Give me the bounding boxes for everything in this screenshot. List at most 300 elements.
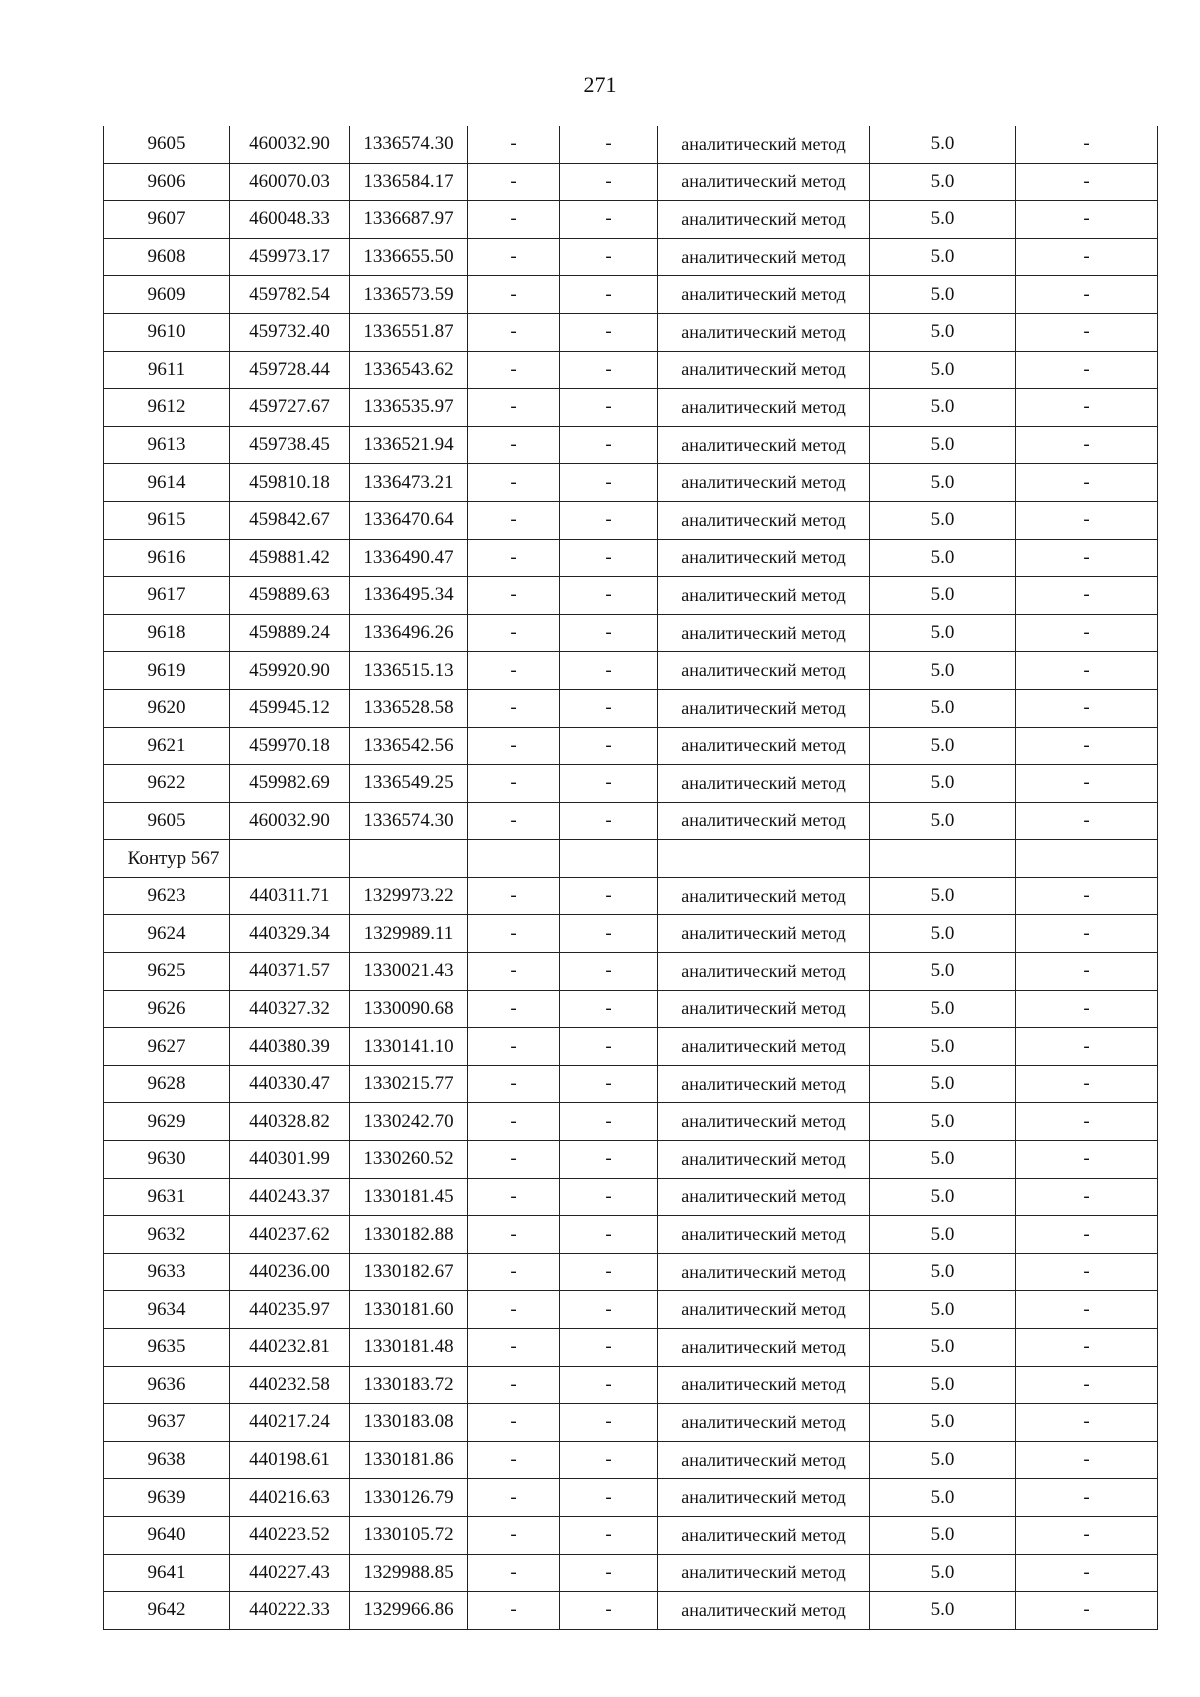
x-coordinate-cell: 459982.69 xyxy=(230,765,350,803)
dash-cell-b: - xyxy=(560,614,658,652)
dash-cell-b: - xyxy=(560,1404,658,1442)
table-row xyxy=(104,1291,1158,1329)
table-row xyxy=(104,1216,1158,1254)
dash-cell-b: - xyxy=(560,1141,658,1179)
accuracy-cell: 5.0 xyxy=(870,1516,1016,1554)
y-coordinate-cell: 1336542.56 xyxy=(350,727,468,765)
y-coordinate-cell: 1330105.72 xyxy=(350,1516,468,1554)
method-cell: аналитический метод xyxy=(658,953,870,991)
method-cell: аналитический метод xyxy=(658,877,870,915)
accuracy-cell: 5.0 xyxy=(870,389,1016,427)
method-cell: аналитический метод xyxy=(658,577,870,615)
dash-cell-a: - xyxy=(468,1216,560,1254)
point-number-cell: 9613 xyxy=(104,426,230,464)
point-number-cell: 9637 xyxy=(104,1404,230,1442)
y-coordinate-cell: 1336490.47 xyxy=(350,539,468,577)
dash-cell-a: - xyxy=(468,1178,560,1216)
method-cell: аналитический метод xyxy=(658,1291,870,1329)
point-number-cell: 9638 xyxy=(104,1441,230,1479)
table-row xyxy=(104,1103,1158,1141)
accuracy-cell: 5.0 xyxy=(870,426,1016,464)
x-coordinate-cell: 459842.67 xyxy=(230,501,350,539)
method-cell: аналитический метод xyxy=(658,163,870,201)
dash-cell-a: - xyxy=(468,126,560,163)
dash-cell-c: - xyxy=(1016,1065,1158,1103)
dash-cell-c: - xyxy=(1016,614,1158,652)
dash-cell-a xyxy=(468,840,560,878)
accuracy-cell: 5.0 xyxy=(870,577,1016,615)
y-coordinate-cell: 1336496.26 xyxy=(350,614,468,652)
y-coordinate-cell: 1330182.88 xyxy=(350,1216,468,1254)
x-coordinate-cell: 440330.47 xyxy=(230,1065,350,1103)
point-number-cell: 9630 xyxy=(104,1141,230,1179)
dash-cell-a: - xyxy=(468,802,560,840)
table-row xyxy=(104,689,1158,727)
dash-cell-c: - xyxy=(1016,1141,1158,1179)
y-coordinate-cell: 1330021.43 xyxy=(350,953,468,991)
dash-cell-c: - xyxy=(1016,1366,1158,1404)
dash-cell-a: - xyxy=(468,1592,560,1630)
table-row xyxy=(104,426,1158,464)
table-row xyxy=(104,802,1158,840)
dash-cell-b: - xyxy=(560,238,658,276)
accuracy-cell: 5.0 xyxy=(870,1592,1016,1630)
method-cell: аналитический метод xyxy=(658,1178,870,1216)
dash-cell-c xyxy=(1016,840,1158,878)
y-coordinate-cell: 1330181.60 xyxy=(350,1291,468,1329)
y-coordinate-cell xyxy=(350,840,468,878)
dash-cell-c: - xyxy=(1016,501,1158,539)
table-row xyxy=(104,201,1158,239)
x-coordinate-cell: 440232.81 xyxy=(230,1329,350,1367)
dash-cell-c: - xyxy=(1016,1028,1158,1066)
dash-cell-a: - xyxy=(468,877,560,915)
x-coordinate-cell: 440222.33 xyxy=(230,1592,350,1630)
method-cell: аналитический метод xyxy=(658,539,870,577)
y-coordinate-cell: 1330215.77 xyxy=(350,1065,468,1103)
y-coordinate-cell: 1330260.52 xyxy=(350,1141,468,1179)
dash-cell-b: - xyxy=(560,727,658,765)
y-coordinate-cell: 1330141.10 xyxy=(350,1028,468,1066)
dash-cell-b: - xyxy=(560,1178,658,1216)
dash-cell-b: - xyxy=(560,276,658,314)
dash-cell-b: - xyxy=(560,953,658,991)
accuracy-cell: 5.0 xyxy=(870,464,1016,502)
dash-cell-a: - xyxy=(468,389,560,427)
accuracy-cell: 5.0 xyxy=(870,126,1016,163)
method-cell: аналитический метод xyxy=(658,126,870,163)
y-coordinate-cell: 1330181.86 xyxy=(350,1441,468,1479)
x-coordinate-cell: 459920.90 xyxy=(230,652,350,690)
x-coordinate-cell: 459727.67 xyxy=(230,389,350,427)
table-row xyxy=(104,276,1158,314)
dash-cell-a: - xyxy=(468,201,560,239)
x-coordinate-cell: 460048.33 xyxy=(230,201,350,239)
x-coordinate-cell xyxy=(230,840,350,878)
accuracy-cell: 5.0 xyxy=(870,1028,1016,1066)
method-cell xyxy=(658,840,870,878)
point-number-cell: 9633 xyxy=(104,1253,230,1291)
y-coordinate-cell: 1330242.70 xyxy=(350,1103,468,1141)
dash-cell-c: - xyxy=(1016,163,1158,201)
dash-cell-b: - xyxy=(560,464,658,502)
x-coordinate-cell: 459881.42 xyxy=(230,539,350,577)
table-row xyxy=(104,313,1158,351)
dash-cell-c: - xyxy=(1016,577,1158,615)
accuracy-cell: 5.0 xyxy=(870,802,1016,840)
point-number-cell: 9611 xyxy=(104,351,230,389)
method-cell: аналитический метод xyxy=(658,313,870,351)
x-coordinate-cell: 459945.12 xyxy=(230,689,350,727)
method-cell: аналитический метод xyxy=(658,1441,870,1479)
point-number-cell: 9612 xyxy=(104,389,230,427)
coordinates-table xyxy=(103,126,1158,1630)
y-coordinate-cell: 1336473.21 xyxy=(350,464,468,502)
y-coordinate-cell: 1330183.72 xyxy=(350,1366,468,1404)
dash-cell-a: - xyxy=(468,1103,560,1141)
accuracy-cell: 5.0 xyxy=(870,1216,1016,1254)
table-row xyxy=(104,1516,1158,1554)
method-cell: аналитический метод xyxy=(658,1216,870,1254)
dash-cell-b: - xyxy=(560,1291,658,1329)
point-number-cell: 9641 xyxy=(104,1554,230,1592)
dash-cell-a: - xyxy=(468,990,560,1028)
point-number-cell: 9621 xyxy=(104,727,230,765)
point-number-cell: 9625 xyxy=(104,953,230,991)
dash-cell-a: - xyxy=(468,1516,560,1554)
method-cell: аналитический метод xyxy=(658,915,870,953)
dash-cell-c: - xyxy=(1016,765,1158,803)
method-cell: аналитический метод xyxy=(658,276,870,314)
method-cell: аналитический метод xyxy=(658,1479,870,1517)
method-cell: аналитический метод xyxy=(658,689,870,727)
x-coordinate-cell: 440198.61 xyxy=(230,1441,350,1479)
dash-cell-b: - xyxy=(560,1065,658,1103)
y-coordinate-cell: 1329989.11 xyxy=(350,915,468,953)
dash-cell-b: - xyxy=(560,389,658,427)
dash-cell-b: - xyxy=(560,877,658,915)
point-number-cell: 9622 xyxy=(104,765,230,803)
dash-cell-c: - xyxy=(1016,1178,1158,1216)
table-row xyxy=(104,163,1158,201)
y-coordinate-cell: 1336655.50 xyxy=(350,238,468,276)
dash-cell-a: - xyxy=(468,1554,560,1592)
x-coordinate-cell: 440243.37 xyxy=(230,1178,350,1216)
point-number-cell: 9605 xyxy=(104,126,230,163)
dash-cell-c: - xyxy=(1016,1404,1158,1442)
accuracy-cell: 5.0 xyxy=(870,689,1016,727)
table-row xyxy=(104,1028,1158,1066)
table-row xyxy=(104,1404,1158,1442)
accuracy-cell: 5.0 xyxy=(870,351,1016,389)
dash-cell-c: - xyxy=(1016,276,1158,314)
point-number-cell: 9620 xyxy=(104,689,230,727)
dash-cell-b: - xyxy=(560,1329,658,1367)
accuracy-cell: 5.0 xyxy=(870,953,1016,991)
x-coordinate-cell: 459732.40 xyxy=(230,313,350,351)
point-number-cell: 9618 xyxy=(104,614,230,652)
table-row xyxy=(104,1592,1158,1630)
table-row xyxy=(104,464,1158,502)
dash-cell-b: - xyxy=(560,689,658,727)
method-cell: аналитический метод xyxy=(658,727,870,765)
method-cell: аналитический метод xyxy=(658,990,870,1028)
dash-cell-a: - xyxy=(468,652,560,690)
dash-cell-b: - xyxy=(560,1479,658,1517)
method-cell: аналитический метод xyxy=(658,1366,870,1404)
x-coordinate-cell: 440235.97 xyxy=(230,1291,350,1329)
dash-cell-a: - xyxy=(468,689,560,727)
y-coordinate-cell: 1330126.79 xyxy=(350,1479,468,1517)
accuracy-cell: 5.0 xyxy=(870,276,1016,314)
accuracy-cell: 5.0 xyxy=(870,539,1016,577)
method-cell: аналитический метод xyxy=(658,464,870,502)
table-row xyxy=(104,539,1158,577)
method-cell: аналитический метод xyxy=(658,1592,870,1630)
dash-cell-c: - xyxy=(1016,351,1158,389)
point-number-cell: 9628 xyxy=(104,1065,230,1103)
method-cell: аналитический метод xyxy=(658,652,870,690)
table-row xyxy=(104,1366,1158,1404)
accuracy-cell: 5.0 xyxy=(870,1479,1016,1517)
x-coordinate-cell: 440227.43 xyxy=(230,1554,350,1592)
table-row xyxy=(104,915,1158,953)
dash-cell-b: - xyxy=(560,201,658,239)
table-row xyxy=(104,1253,1158,1291)
table-row xyxy=(104,1554,1158,1592)
dash-cell-c: - xyxy=(1016,313,1158,351)
method-cell: аналитический метод xyxy=(658,501,870,539)
y-coordinate-cell: 1336574.30 xyxy=(350,802,468,840)
accuracy-cell: 5.0 xyxy=(870,1141,1016,1179)
x-coordinate-cell: 440223.52 xyxy=(230,1516,350,1554)
method-cell: аналитический метод xyxy=(658,1065,870,1103)
point-number-cell: 9606 xyxy=(104,163,230,201)
x-coordinate-cell: 440237.62 xyxy=(230,1216,350,1254)
y-coordinate-cell: 1336574.30 xyxy=(350,126,468,163)
dash-cell-b: - xyxy=(560,539,658,577)
y-coordinate-cell: 1336573.59 xyxy=(350,276,468,314)
accuracy-cell: 5.0 xyxy=(870,201,1016,239)
method-cell: аналитический метод xyxy=(658,1329,870,1367)
point-number-cell: 9623 xyxy=(104,877,230,915)
dash-cell-c: - xyxy=(1016,426,1158,464)
dash-cell-c: - xyxy=(1016,464,1158,502)
dash-cell-b: - xyxy=(560,1592,658,1630)
y-coordinate-cell: 1329973.22 xyxy=(350,877,468,915)
y-coordinate-cell: 1336521.94 xyxy=(350,426,468,464)
dash-cell-a: - xyxy=(468,953,560,991)
dash-cell-c: - xyxy=(1016,689,1158,727)
y-coordinate-cell: 1336687.97 xyxy=(350,201,468,239)
accuracy-cell: 5.0 xyxy=(870,727,1016,765)
method-cell: аналитический метод xyxy=(658,765,870,803)
x-coordinate-cell: 459810.18 xyxy=(230,464,350,502)
dash-cell-c: - xyxy=(1016,238,1158,276)
dash-cell-c: - xyxy=(1016,990,1158,1028)
table-row xyxy=(104,1178,1158,1216)
x-coordinate-cell: 440232.58 xyxy=(230,1366,350,1404)
point-number-cell: 9629 xyxy=(104,1103,230,1141)
point-number-cell: 9639 xyxy=(104,1479,230,1517)
x-coordinate-cell: 459889.24 xyxy=(230,614,350,652)
dash-cell-c: - xyxy=(1016,652,1158,690)
dash-cell-a: - xyxy=(468,276,560,314)
method-cell: аналитический метод xyxy=(658,1516,870,1554)
dash-cell-c: - xyxy=(1016,727,1158,765)
dash-cell-a: - xyxy=(468,238,560,276)
method-cell: аналитический метод xyxy=(658,426,870,464)
dash-cell-a: - xyxy=(468,727,560,765)
dash-cell-a: - xyxy=(468,577,560,615)
table-row xyxy=(104,1479,1158,1517)
y-coordinate-cell: 1329988.85 xyxy=(350,1554,468,1592)
table-row xyxy=(104,1441,1158,1479)
dash-cell-b: - xyxy=(560,1441,658,1479)
dash-cell-c: - xyxy=(1016,1103,1158,1141)
dash-cell-b: - xyxy=(560,1366,658,1404)
dash-cell-b: - xyxy=(560,163,658,201)
x-coordinate-cell: 460070.03 xyxy=(230,163,350,201)
table-row xyxy=(104,1329,1158,1367)
accuracy-cell: 5.0 xyxy=(870,238,1016,276)
point-number-cell: 9614 xyxy=(104,464,230,502)
y-coordinate-cell: 1330181.45 xyxy=(350,1178,468,1216)
dash-cell-a: - xyxy=(468,501,560,539)
method-cell: аналитический метод xyxy=(658,1554,870,1592)
x-coordinate-cell: 440327.32 xyxy=(230,990,350,1028)
table-row xyxy=(104,1141,1158,1179)
method-cell: аналитический метод xyxy=(658,238,870,276)
dash-cell-a: - xyxy=(468,1404,560,1442)
dash-cell-c: - xyxy=(1016,1554,1158,1592)
accuracy-cell: 5.0 xyxy=(870,163,1016,201)
point-number-cell: 9636 xyxy=(104,1366,230,1404)
point-number-cell: 9634 xyxy=(104,1291,230,1329)
dash-cell-b: - xyxy=(560,652,658,690)
dash-cell-b: - xyxy=(560,1216,658,1254)
x-coordinate-cell: 459970.18 xyxy=(230,727,350,765)
dash-cell-c: - xyxy=(1016,1592,1158,1630)
y-coordinate-cell: 1330182.67 xyxy=(350,1253,468,1291)
x-coordinate-cell: 459889.63 xyxy=(230,577,350,615)
dash-cell-c: - xyxy=(1016,802,1158,840)
point-number-cell: 9616 xyxy=(104,539,230,577)
x-coordinate-cell: 459782.54 xyxy=(230,276,350,314)
method-cell: аналитический метод xyxy=(658,389,870,427)
y-coordinate-cell: 1336584.17 xyxy=(350,163,468,201)
y-coordinate-cell: 1336495.34 xyxy=(350,577,468,615)
x-coordinate-cell: 459728.44 xyxy=(230,351,350,389)
accuracy-cell: 5.0 xyxy=(870,614,1016,652)
dash-cell-a: - xyxy=(468,464,560,502)
point-number-cell: 9632 xyxy=(104,1216,230,1254)
dash-cell-b: - xyxy=(560,577,658,615)
point-number-cell: 9631 xyxy=(104,1178,230,1216)
x-coordinate-cell: 440380.39 xyxy=(230,1028,350,1066)
method-cell: аналитический метод xyxy=(658,351,870,389)
x-coordinate-cell: 440301.99 xyxy=(230,1141,350,1179)
y-coordinate-cell: 1336543.62 xyxy=(350,351,468,389)
point-number-cell: 9617 xyxy=(104,577,230,615)
dash-cell-b: - xyxy=(560,351,658,389)
y-coordinate-cell: 1336528.58 xyxy=(350,689,468,727)
accuracy-cell: 5.0 xyxy=(870,990,1016,1028)
accuracy-cell: 5.0 xyxy=(870,501,1016,539)
accuracy-cell: 5.0 xyxy=(870,1065,1016,1103)
x-coordinate-cell: 459973.17 xyxy=(230,238,350,276)
point-number-cell: 9624 xyxy=(104,915,230,953)
accuracy-cell: 5.0 xyxy=(870,915,1016,953)
accuracy-cell: 5.0 xyxy=(870,1103,1016,1141)
dash-cell-b: - xyxy=(560,990,658,1028)
x-coordinate-cell: 440371.57 xyxy=(230,953,350,991)
dash-cell-a: - xyxy=(468,163,560,201)
table-row xyxy=(104,614,1158,652)
accuracy-cell: 5.0 xyxy=(870,652,1016,690)
dash-cell-c: - xyxy=(1016,1291,1158,1329)
point-number-cell: 9642 xyxy=(104,1592,230,1630)
x-coordinate-cell: 460032.90 xyxy=(230,802,350,840)
table-row xyxy=(104,953,1158,991)
dash-cell-b: - xyxy=(560,1028,658,1066)
dash-cell-c: - xyxy=(1016,1479,1158,1517)
accuracy-cell: 5.0 xyxy=(870,877,1016,915)
dash-cell-b: - xyxy=(560,1103,658,1141)
dash-cell-a: - xyxy=(468,1028,560,1066)
accuracy-cell: 5.0 xyxy=(870,1441,1016,1479)
x-coordinate-cell: 459738.45 xyxy=(230,426,350,464)
table-row xyxy=(104,389,1158,427)
table-row xyxy=(104,351,1158,389)
table-row xyxy=(104,238,1158,276)
method-cell: аналитический метод xyxy=(658,1141,870,1179)
y-coordinate-cell: 1329966.86 xyxy=(350,1592,468,1630)
dash-cell-a: - xyxy=(468,1291,560,1329)
method-cell: аналитический метод xyxy=(658,1103,870,1141)
dash-cell-a: - xyxy=(468,313,560,351)
point-number-cell: 9615 xyxy=(104,501,230,539)
point-number-cell: 9609 xyxy=(104,276,230,314)
dash-cell-b: - xyxy=(560,501,658,539)
dash-cell-a: - xyxy=(468,1441,560,1479)
x-coordinate-cell: 460032.90 xyxy=(230,126,350,163)
point-number-cell: 9610 xyxy=(104,313,230,351)
method-cell: аналитический метод xyxy=(658,614,870,652)
dash-cell-b: - xyxy=(560,426,658,464)
dash-cell-c: - xyxy=(1016,126,1158,163)
dash-cell-b: - xyxy=(560,802,658,840)
page-number: 271 xyxy=(583,72,617,97)
table-row xyxy=(104,877,1158,915)
dash-cell-a: - xyxy=(468,426,560,464)
point-number-cell: 9605 xyxy=(104,802,230,840)
dash-cell-b: - xyxy=(560,313,658,351)
x-coordinate-cell: 440311.71 xyxy=(230,877,350,915)
x-coordinate-cell: 440329.34 xyxy=(230,915,350,953)
dash-cell-a: - xyxy=(468,915,560,953)
method-cell: аналитический метод xyxy=(658,201,870,239)
y-coordinate-cell: 1330183.08 xyxy=(350,1404,468,1442)
x-coordinate-cell: 440236.00 xyxy=(230,1253,350,1291)
dash-cell-c: - xyxy=(1016,877,1158,915)
accuracy-cell: 5.0 xyxy=(870,1366,1016,1404)
x-coordinate-cell: 440217.24 xyxy=(230,1404,350,1442)
dash-cell-a: - xyxy=(468,1366,560,1404)
method-cell: аналитический метод xyxy=(658,1404,870,1442)
y-coordinate-cell: 1330090.68 xyxy=(350,990,468,1028)
table-row xyxy=(104,126,1158,163)
